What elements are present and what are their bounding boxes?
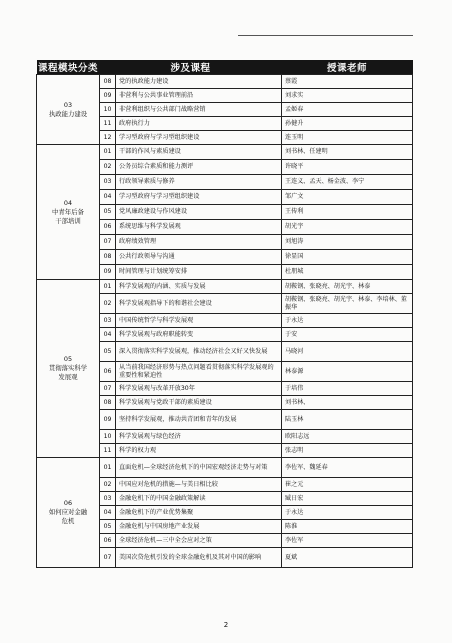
course-cell: 中国传统哲学与科学发展观 bbox=[116, 314, 282, 328]
teacher-cell: 李佐军 bbox=[282, 534, 413, 548]
teacher-cell: 李佐军、魏延春 bbox=[282, 458, 413, 478]
num-cell: 01 bbox=[100, 458, 116, 478]
teacher-cell: 张志明 bbox=[282, 444, 413, 458]
header-teacher: 授课老师 bbox=[282, 60, 413, 75]
category-cell: 06 如何应对金融 危机 bbox=[37, 458, 100, 568]
num-cell: 01 bbox=[100, 145, 116, 160]
course-cell: 公共行政领导与沟通 bbox=[116, 250, 282, 265]
teacher-cell: 马晓河 bbox=[282, 342, 413, 362]
course-cell: 科学发展观与绿色经济 bbox=[116, 430, 282, 444]
num-cell: 04 bbox=[100, 328, 116, 342]
teacher-cell: 陆玉林 bbox=[282, 410, 413, 430]
course-table bbox=[36, 60, 413, 568]
teacher-cell: 于安 bbox=[282, 328, 413, 342]
header-rule-line bbox=[238, 35, 413, 36]
course-cell: 科学发展观指导下的和谐社会建设 bbox=[116, 294, 282, 314]
num-cell: 08 bbox=[100, 75, 116, 89]
course-cell: 非营利与公共事业管理前沿 bbox=[116, 89, 282, 103]
teacher-cell: 邹广文 bbox=[282, 190, 413, 205]
num-cell: 05 bbox=[100, 342, 116, 362]
course-cell: 干部的作风与素质建设 bbox=[116, 145, 282, 160]
course-cell: 深入贯彻落实科学发展观，推动经济社会又好又快发展 bbox=[116, 342, 282, 362]
num-cell: 09 bbox=[100, 410, 116, 430]
teacher-cell: 刘书林、 bbox=[282, 396, 413, 410]
num-cell: 07 bbox=[100, 548, 116, 568]
table-body bbox=[37, 75, 413, 568]
num-cell: 03 bbox=[100, 492, 116, 506]
teacher-cell: 胡光宇 bbox=[282, 220, 413, 235]
course-cell: 美国次贷危机引发的全球金融危机及其对中国的影响 bbox=[116, 548, 282, 568]
teacher-cell: 刘书林、任建明 bbox=[282, 145, 413, 160]
header-category: 课程模块分类 bbox=[37, 60, 100, 75]
course-cell: 系统思维与科学发展观 bbox=[116, 220, 282, 235]
num-cell: 04 bbox=[100, 190, 116, 205]
course-cell: 科学的权力观 bbox=[116, 444, 282, 458]
course-cell: 科学发展观的内涵、实质与发展 bbox=[116, 280, 282, 294]
teacher-cell: 许晓平 bbox=[282, 160, 413, 175]
num-cell: 06 bbox=[100, 220, 116, 235]
course-cell: 学习型政府与学习型组织建设 bbox=[116, 131, 282, 145]
course-table-container bbox=[36, 60, 412, 568]
course-cell: 科学发展观与政府职能转变 bbox=[116, 328, 282, 342]
course-cell: 非营利组织与公共部门战略营销 bbox=[116, 103, 282, 117]
course-cell: 坚持科学发展观，推动共青团和青年的发展 bbox=[116, 410, 282, 430]
page-number: 2 bbox=[223, 621, 229, 629]
course-cell: 行政领导素质与修养 bbox=[116, 175, 282, 190]
table-header-row bbox=[37, 60, 413, 75]
course-cell: 政府执行力 bbox=[116, 117, 282, 131]
teacher-cell: 徐显国 bbox=[282, 250, 413, 265]
teacher-cell: 于永达 bbox=[282, 506, 413, 520]
teacher-cell: 孙健升 bbox=[282, 117, 413, 131]
table-row bbox=[37, 280, 413, 294]
num-cell: 11 bbox=[100, 444, 116, 458]
num-cell: 09 bbox=[100, 265, 116, 280]
teacher-cell: 王连义、孟天、杨金波、李宁 bbox=[282, 175, 413, 190]
course-cell: 党风廉政建设与作风建设 bbox=[116, 205, 282, 220]
course-cell: 全球经济危机—三中全会应对之策 bbox=[116, 534, 282, 548]
num-cell: 10 bbox=[100, 430, 116, 444]
teacher-cell: 于培伟 bbox=[282, 382, 413, 396]
num-cell: 07 bbox=[100, 235, 116, 250]
course-cell: 中国应对危机的措施—与美日相比较 bbox=[116, 478, 282, 492]
teacher-cell: 陈淮 bbox=[282, 520, 413, 534]
teacher-cell: 蔡霞 bbox=[282, 75, 413, 89]
num-cell: 05 bbox=[100, 520, 116, 534]
teacher-cell: 杜朋城 bbox=[282, 265, 413, 280]
teacher-cell: 连玉明 bbox=[282, 131, 413, 145]
num-cell: 02 bbox=[100, 294, 116, 314]
table-row bbox=[37, 75, 413, 89]
num-cell: 12 bbox=[100, 131, 116, 145]
num-cell: 08 bbox=[100, 396, 116, 410]
course-cell: 学习型政府与学习型组织建设 bbox=[116, 190, 282, 205]
teacher-cell: 王传利 bbox=[282, 205, 413, 220]
teacher-cell: 刘旭涛 bbox=[282, 235, 413, 250]
teacher-cell: 于永达 bbox=[282, 314, 413, 328]
course-cell: 从当前我国经济形势与热点问题看贯彻落实科学发展观的重要性和紧迫性 bbox=[116, 362, 282, 382]
course-cell: 金融危机下的产业优势集聚 bbox=[116, 506, 282, 520]
num-cell: 08 bbox=[100, 250, 116, 265]
num-cell: 09 bbox=[100, 89, 116, 103]
course-cell: 直面危机—全球经济危机下的中国宏观经济走势与对策 bbox=[116, 458, 282, 478]
course-cell: 科学发展观与改革开放30年 bbox=[116, 382, 282, 396]
course-cell: 公务员综合素质和能力测评 bbox=[116, 160, 282, 175]
course-cell: 政府绩效管理 bbox=[116, 235, 282, 250]
teacher-cell: 胡鞍钢、张晓亮、胡光宇、林泰 bbox=[282, 280, 413, 294]
category-cell: 05 贯彻落实科学 发展观 bbox=[37, 280, 100, 458]
course-cell: 金融危机下的中国金融政策解读 bbox=[116, 492, 282, 506]
num-cell: 02 bbox=[100, 160, 116, 175]
num-cell: 04 bbox=[100, 506, 116, 520]
course-cell: 时间管理与计划统筹安排 bbox=[116, 265, 282, 280]
num-cell: 03 bbox=[100, 314, 116, 328]
teacher-cell: 胡鞍钢、张晓亮、胡光宇、林泰、李培林、董振华 bbox=[282, 294, 413, 314]
category-cell: 03 执政能力建设 bbox=[37, 75, 100, 145]
num-cell: 05 bbox=[100, 205, 116, 220]
table-row bbox=[37, 458, 413, 478]
teacher-cell: 欧阳志远 bbox=[282, 430, 413, 444]
teacher-cell: 刘求实 bbox=[282, 89, 413, 103]
teacher-cell: 崔之元 bbox=[282, 478, 413, 492]
num-cell: 07 bbox=[100, 382, 116, 396]
course-cell: 金融危机与中国房地产业发展 bbox=[116, 520, 282, 534]
teacher-cell: 臧日宏 bbox=[282, 492, 413, 506]
num-cell: 06 bbox=[100, 362, 116, 382]
category-cell: 04 中青年后备 干部培训 bbox=[37, 145, 100, 280]
course-cell: 党的执政能力建设 bbox=[116, 75, 282, 89]
num-cell: 10 bbox=[100, 103, 116, 117]
teacher-cell: 夏斌 bbox=[282, 548, 413, 568]
header-course: 涉及课程 bbox=[100, 60, 282, 75]
table-row bbox=[37, 145, 413, 160]
num-cell: 02 bbox=[100, 478, 116, 492]
course-cell: 科学发展观与党政干部的素质建设 bbox=[116, 396, 282, 410]
teacher-cell: 孟姬春 bbox=[282, 103, 413, 117]
num-cell: 03 bbox=[100, 175, 116, 190]
num-cell: 01 bbox=[100, 280, 116, 294]
num-cell: 11 bbox=[100, 117, 116, 131]
num-cell: 06 bbox=[100, 534, 116, 548]
teacher-cell: 林泰源 bbox=[282, 362, 413, 382]
